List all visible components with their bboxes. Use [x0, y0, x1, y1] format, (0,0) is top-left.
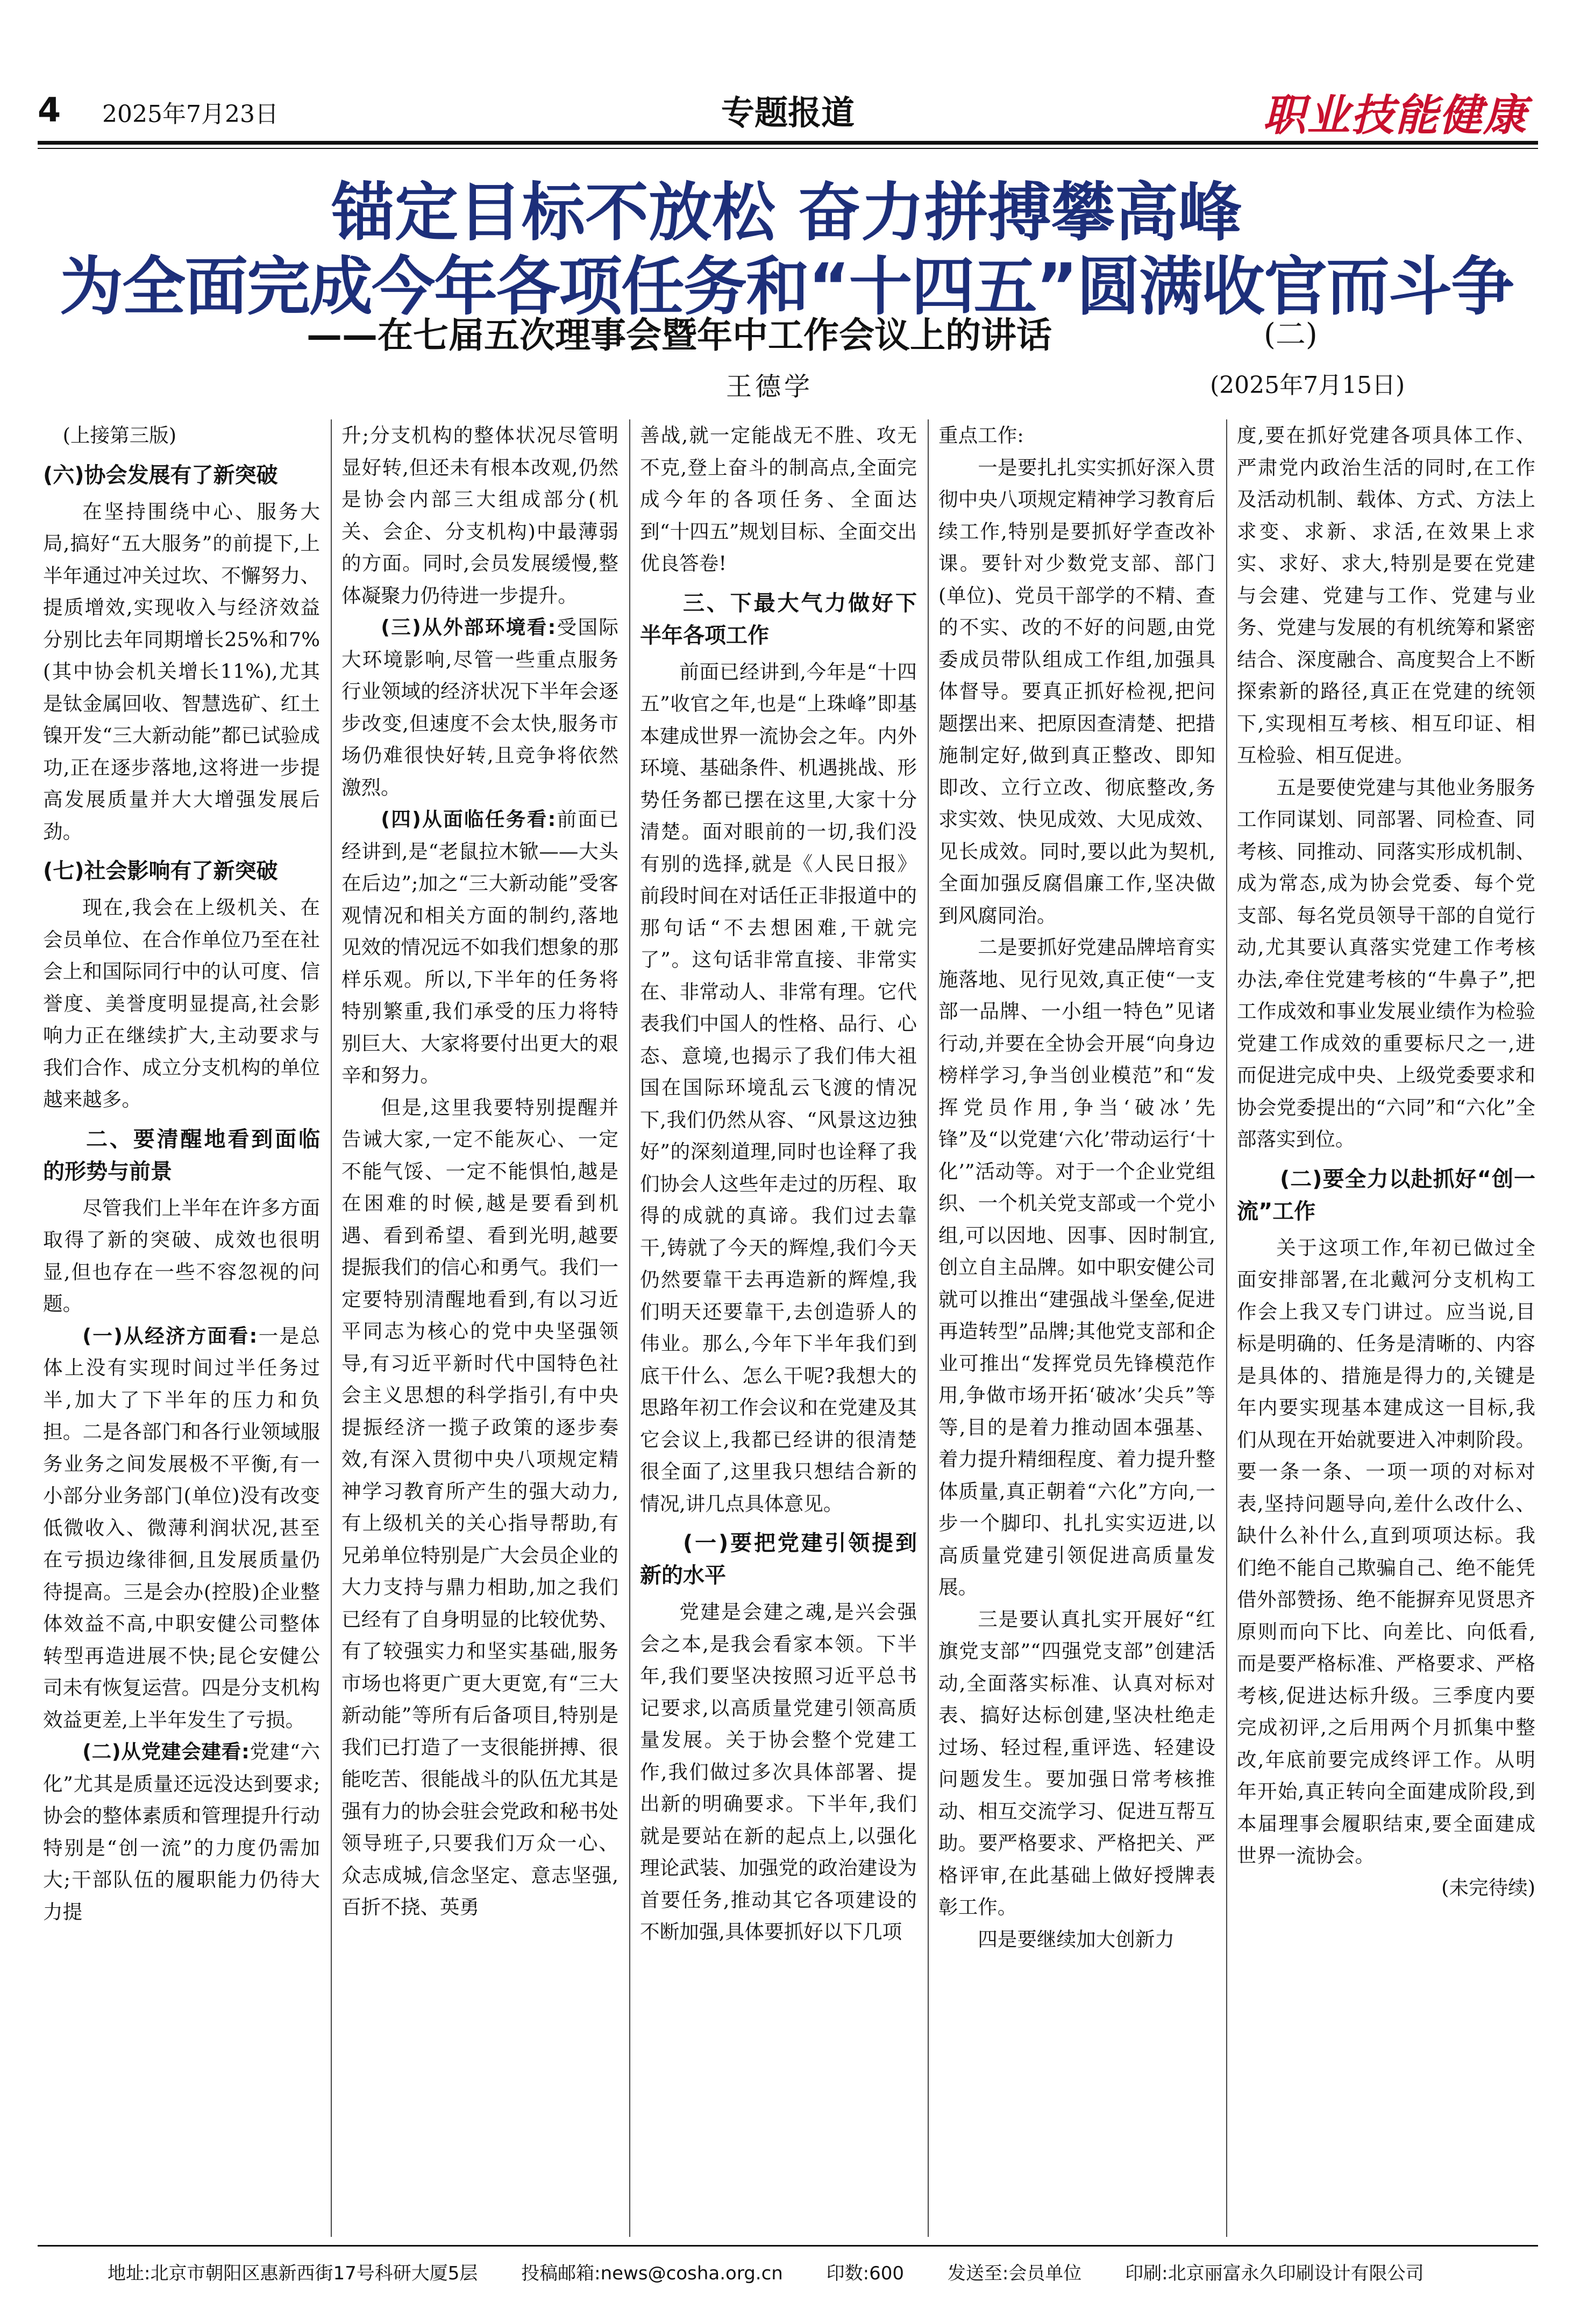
column-5	[1237, 419, 1535, 2237]
issue-date: 2025年7月23日	[102, 101, 279, 128]
paragraph: 二是要抓好党建品牌培育实施落地、见行见效,真正使“一支部一品牌、一小组一特色”见诸行动,并要在全协会开展“向身边榜样学习,争当创业模范”和“发挥党员作用,争当‘破冰’先锋”及“以党建‘六化’带动运行‘十化’”活动等。对于一个企业党组织、一个机关党支部或一个党小组,可以因地、因事、因时制宜,创立自主品牌。如中职安健公司就可以推出“建强战斗堡垒,促进再造转型”品牌;其他党支部和企业可推出“发挥党员先锋模范作用,争做市场开拓‘破冰’尖兵”等等,目的是着力推动固本强基、着力提升精细程度、着力提升整体质量,真正朝着“六化”方向,一步一个脚印、扎扎实实迈进,以高质量党建引领促进高质量发展。	[938, 936, 1215, 1599]
footer-rule	[38, 2245, 1538, 2247]
paragraph-text: 党建“六化”尤其是质量还远没达到要求;协会的整体素质和管理提升行动特别是“创一流”的力度仍需加大;干部队伍的履职能力仍待大力提	[43, 1740, 320, 1923]
headline-line-1: 锚定目标不放松 奋力拼搏攀高峰	[331, 175, 1242, 249]
paragraph: 五是要使党建与其他业务服务工作同谋划、同部署、同检查、同考核、同推动、同落实形成机制、成为常态,成为协会党委、每个党支部、每名党员领导干部的自觉行动,尤其要认真落实党建工作考核办法,牵住党建考核的“牛鼻子”,把工作成效和事业发展业绩作为检验党建工作成效的重要标尺之一,进而促进完成中央、上级党委要求和协会党委提出的“六同”和“六化”全部落实到位。	[1237, 775, 1535, 1151]
page-header	[38, 70, 1538, 140]
paragraph: 党建是会建之魂,是兴会强会之本,是我会看家本领。下半年,我们要坚决按照习近平总书记要求,以高质量党建引领高质量发展。关于协会整个党建工作,我们做过多次具体部署、提出新的明确要求。下半年,我们就是要站在新的起点上,以强化理论武装、加强党的政治建设为首要任务,推动其它各项建设的不断加强,具体要抓好以下几项	[640, 1600, 917, 1943]
paragraph: 前面已经讲到,今年是“十四五”收官之年,也是“上珠峰”即基本建成世界一流协会之年。内外环境、基础条件、机遇挑战、形势任务都已摆在这里,大家十分清楚。面对眼前的一切,我们没有别的选择,就是《人民日报》前段时间在对话任正非报道中的那句话“不去想困难,干就完了”。这句话非常直接、非常实在、非常动人、非常有理。它代表我们中国人的性格、品行、心态、意境,也揭示了我们伟大祖国在国际环境乱云飞渡的情况下,我们仍然从容、“风景这边独好”的深刻道理,同时也诠释了我们协会人这些年走过的历程、取得的成就的真谛。我们过去靠干,铸就了今天的辉煌,我们今天仍然要靠干去再造新的辉煌,我们明天还要靠干,去创造骄人的伟业。那么,今年下半年我们到底干什么、怎么干呢?我想大的思路年初工作会议和在党建及其它会议上,我都已经讲的很清楚很全面了,这里我只想结合新的情况,讲几点具体意见。	[640, 660, 917, 1515]
footer-print-count: 印数:600	[826, 2263, 905, 2284]
section-heading: 二、要清醒地看到面临的形势与前景	[43, 1127, 320, 1184]
header-rule-thin	[38, 148, 1538, 149]
header-rule	[38, 141, 1538, 145]
subheading: (七)社会影响有了新突破	[43, 859, 278, 883]
article-part: (二)	[1264, 317, 1318, 352]
paragraph-lead: (四)从面临任务看:	[381, 808, 556, 831]
page-footer	[108, 2258, 1506, 2285]
paragraph: 重点工作:	[938, 424, 1024, 447]
paragraph: 但是,这里我要特别提醒并告诫大家,一定不能灰心、一定不能气馁、一定不能惧怕,越是在困难的时候,越是要看到机遇、看到希望、看到光明,越要提振我们的信心和勇气。我们一定要特别清醒地看到,有以习近平同志为核心的党中央坚强领导,有习近平新时代中国特色社会主义思想的科学指引,有中央提振经济一揽子政策的逐步奏效,有深入贯彻中央八项规定精神学习教育所产生的强大动力,有上级机关的关心指导帮助,有兄弟单位特别是广大会员企业的大力支持与鼎力相助,加之我们已经有了自身明显的比较优势、有了较强实力和坚实基础,服务市场也将更广更大更宽,有“三大新动能”等所有后备项目,特别是我们已打造了一支很能拼搏、很能吃苦、很能战斗的队伍尤其是强有力的协会驻会党政和秘书处领导班子,只要我们万众一心、众志成城,信念坚定、意志坚强,百折不挠、英勇	[341, 1095, 618, 1919]
paragraph	[341, 611, 618, 803]
column-divider	[629, 419, 630, 2237]
column-2	[341, 419, 618, 2237]
footer-recipients: 发送至:会员单位	[947, 2263, 1082, 2284]
paragraph: 在坚持围绕中心、服务大局,搞好“五大服务”的前提下,上半年通过冲关过坎、不懈努力、提质增效,实现收入与经济效益分别比去年同期增长25%和7%(其中协会机关增长11%),尤其是钛金属回收、智慧选矿、红土镍开发“三大新动能”都已试验成功,正在逐步落地,这将进一步提高发展质量并大大增强发展后劲。	[43, 500, 320, 843]
paragraph-lead: (二)从党建会建看:	[82, 1740, 250, 1763]
subheading: (二)要全力以赴抓好“创一流”工作	[1237, 1166, 1535, 1224]
headline-line-2: 为全面完成今年各项任务和“十四五”圆满收官而斗争	[59, 249, 1514, 324]
article-author: 王德学	[726, 372, 814, 402]
paragraph-lead: (三)从外部环境看:	[381, 616, 556, 639]
paragraph	[43, 1320, 320, 1736]
footer-address: 地址:北京市朝阳区惠新西街17号科研大厦5层	[108, 2263, 478, 2284]
column-divider	[331, 419, 332, 2237]
subheading: (一)要把党建引领提到新的水平	[640, 1531, 917, 1588]
paragraph: 关于这项工作,年初已做过全面安排部署,在北戴河分支机构工作会上我又专门讲过。应当说,目标是明确的、任务是清晰的、内容是具体的、措施是得力的,关键是年内要实现基本建成这一目标,我们从现在开始就要进入冲刺阶段。要一条一条、一项一项的对标对表,坚持问题导向,差什么改什么、缺什么补什么,直到项项达标。我们绝不能自己欺骗自己、绝不能凭借外部赞扬、绝不能摒弃见贤思齐原则而向下比、向差比、向低看,而是要严格标准、严格要求、严格考核,促进达标升级。三季度内要完成初评,之后用两个月抓集中整改,年底前要完成终评工作。从明年开始,真正转向全面建成阶段,到本届理事会履职结束,要全面建成世界一流协会。	[1237, 1236, 1535, 1867]
to-be-continued: (未完待续)	[1441, 1876, 1535, 1899]
paragraph: 度,要在抓好党建各项具体工作、严肃党内政治生活的同时,在工作及活动机制、载体、方式、方法上求变、求新、求活,在效果上求实、求好、求大,特别是要在党建与会建、党建与工作、党建与业务、党建与发展的有机统筹和紧密结合、深度融合、高度契合上不断探索新的路径,真正在党建的统领下,实现相互考核、相互印证、相互检验、相互促进。	[1237, 424, 1535, 767]
headline-subtitle: ——在七届五次理事会暨年中工作会议上的讲话	[307, 315, 1052, 356]
paragraph: 升;分支机构的整体状况尽管明显好转,但还未有根本改观,仍然是协会内部三大组成部分(机关、会企、分支机构)中最薄弱的方面。同时,会员发展缓慢,整体凝聚力仍待进一步提升。	[341, 424, 618, 607]
footer-printer: 印刷:北京丽富永久印刷设计有限公司	[1125, 2263, 1424, 2284]
paragraph-lead: (一)从经济方面看:	[82, 1324, 258, 1348]
article-body	[43, 419, 1543, 2237]
paragraph: 四是要继续加大创新力	[978, 1927, 1175, 1951]
column-4	[938, 419, 1215, 2237]
section-name: 专题报道	[721, 93, 855, 132]
paragraph-text: 前面已经讲到,是“老鼠拉木锨——大头在后边”;加之“三大新动能”受客观情况和相关方面的制约,落地见效的情况远不如我们想象的那样乐观。所以,下半年的任务将特别繁重,我们承受的压力将特别巨大、大家将要付出更大的艰辛和努力。	[341, 808, 618, 1087]
newspaper-logo: 职业技能健康	[1263, 90, 1527, 140]
column-divider	[928, 419, 929, 2237]
footer-email: 投稿邮箱:news@cosha.org.cn	[521, 2263, 783, 2284]
paragraph	[43, 1736, 320, 1928]
paragraph: 三是要认真扎实开展好“红旗党支部”“四强党支部”创建活动,全面落实标准、认真对标对表、搞好达标创建,坚决杜绝走过场、轻过程,重评选、轻建设问题发生。要加强日常考核推动、相互交流学习、促进互帮互助。要严格要求、严格把关、严格评审,在此基础上做好授牌表彰工作。	[938, 1607, 1215, 1919]
continuation-note: (上接第三版)	[62, 424, 177, 447]
column-divider	[1226, 419, 1227, 2237]
column-1	[43, 419, 320, 2237]
column-3	[640, 419, 917, 2237]
paragraph: 现在,我会在上级机关、在会员单位、在合作单位乃至在社会上和国际同行中的认可度、信誉度、美誉度明显提高,社会影响力正在继续扩大,主动要求与我们合作、成立分支机构的单位越来越多。	[43, 896, 320, 1111]
paragraph-text: 受国际大环境影响,尽管一些重点服务行业领域的经济状况下半年会逐步改变,但速度不会太快,服务市场仍难很快好转,且竞争将依然激烈。	[341, 616, 618, 799]
paragraph	[341, 803, 618, 1092]
page-number: 4	[38, 90, 61, 130]
paragraph: 尽管我们上半年在许多方面取得了新的突破、成效也很明显,但也存在一些不容忽视的问题。	[43, 1196, 320, 1315]
section-heading: 三、下最大气力做好下半年各项工作	[640, 590, 917, 648]
paragraph: 一是要扎扎实实抓好深入贯彻中央八项规定精神学习教育后续工作,特别是要抓好学查改补课。要针对少数党支部、部门(单位)、党员干部学的不精、查的不实、改的不好的问题,由党委成员带队组成工作组,加强具体督导。要真正抓好检视,把问题摆出来、把原因查清楚、把措施制定好,做到真正整改、即知即改、立行立改、彻底整改,务求实效、快见成效、大见成效、见长成效。同时,要以此为契机,全面加强反腐倡廉工作,坚决做到风腐同治。	[938, 455, 1215, 927]
paragraph: 善战,就一定能战无不胜、攻无不克,登上奋斗的制高点,全面完成今年的各项任务、全面达到“十四五”规划目标、全面交出优良答卷!	[640, 424, 917, 575]
paragraph-text: 一是总体上没有实现时间过半任务过半,加大了下半年的压力和负担。二是各部门和各行业领域服务业务之间发展极不平衡,有一小部分业务部门(单位)没有改变低微收入、微薄利润状况,甚至在亏损边缘徘徊,且发展质量仍待提高。三是会办(控股)企业整体效益不高,中职安健公司整体转型再造进展不快;昆仑安健公司未有恢复运营。四是分支机构效益更差,上半年发生了亏损。	[43, 1324, 320, 1731]
speech-date: (2025年7月15日)	[1210, 372, 1405, 399]
subheading: (六)协会发展有了新突破	[43, 462, 278, 488]
